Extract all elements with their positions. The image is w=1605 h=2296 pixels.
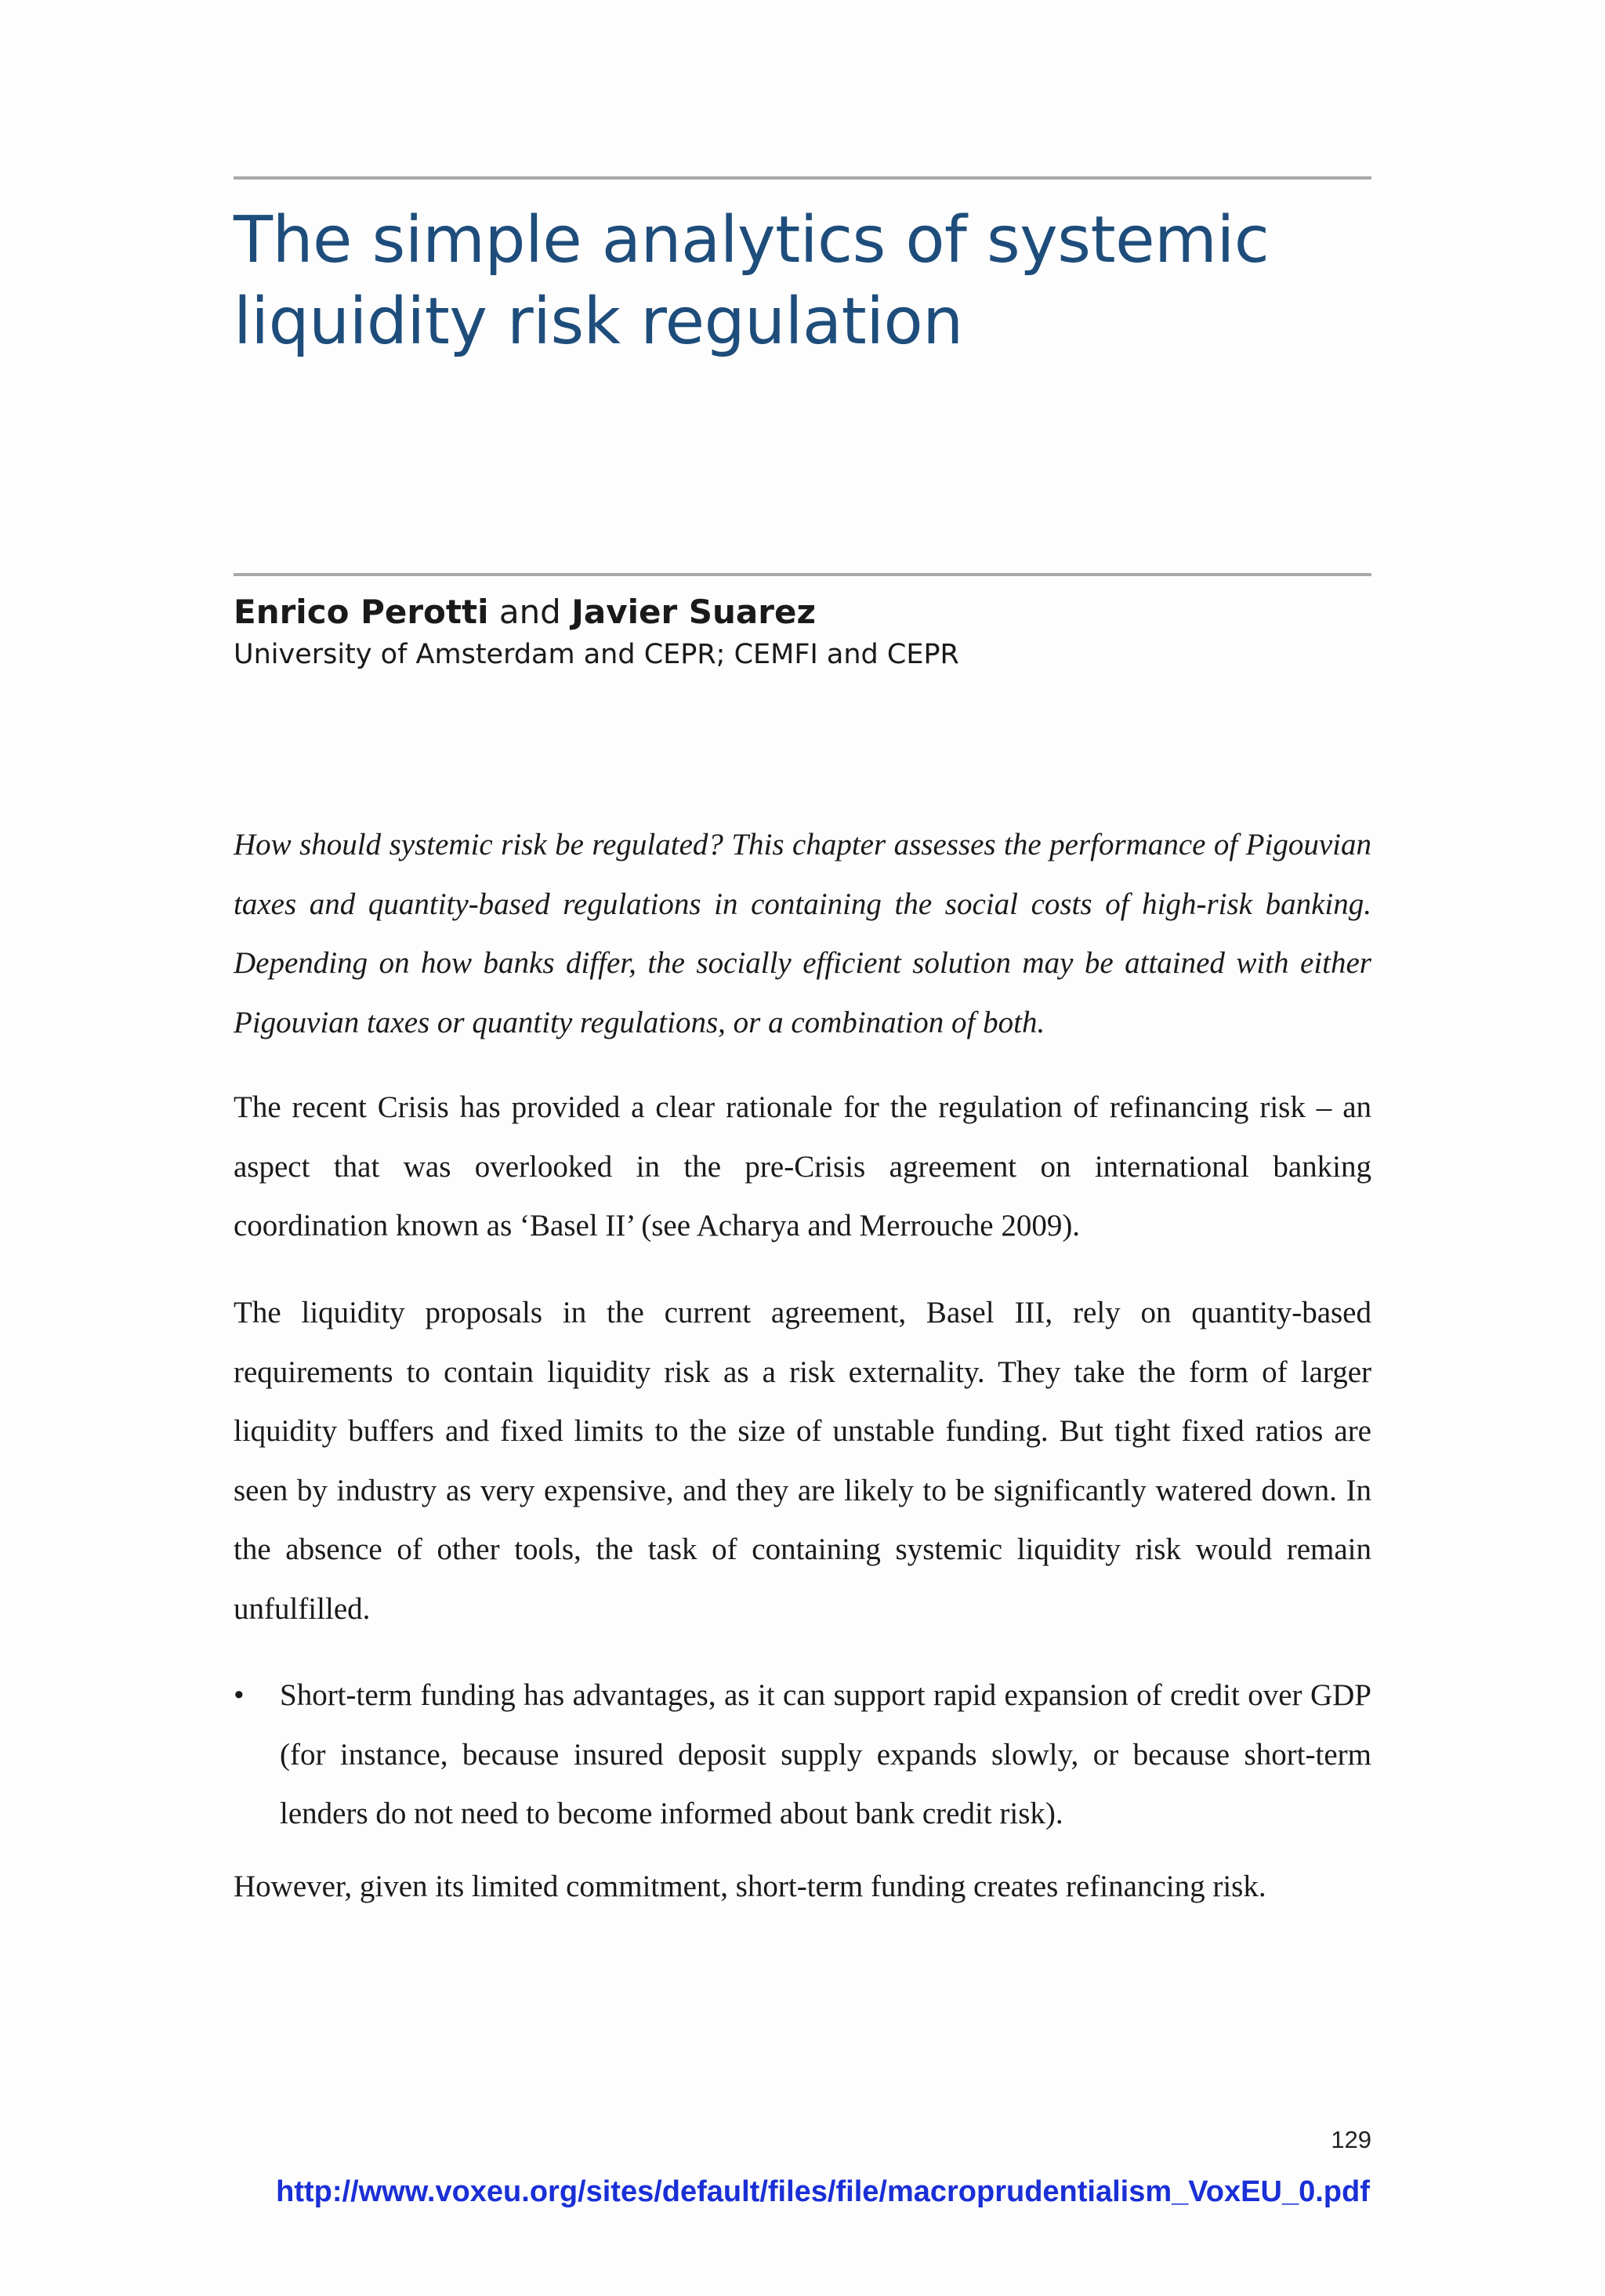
bullet-marker: •	[234, 1678, 245, 1712]
chapter-title-line-2: liquidity risk regulation	[234, 285, 963, 359]
author-affiliation: University of Amsterdam and CEPR; CEMFI and CEPR	[234, 639, 959, 670]
body-paragraph-1: The recent Crisis has provided a clear rationale for the regulation of refinancing risk – an aspect that was overlooked in the pre-Crisis agreement on international banking coordination known as ‘Basel II’ (see Acharya and Merrouche 2009).	[234, 1090, 1371, 1242]
body-paragraph-2: The liquidity proposals in the current agreement, Basel III, rely on quantity-based requirements to contain liquidity risk as a risk externality. They take the form of larger liquidity buffers and fixed limits to the size of unstable funding. But tight fixed ratios are seen by industry as very expensive, and they are likely to be significantly watered down. In the absence of other tools, the task of containing systemic liquidity risk would remain unfulfilled.	[234, 1296, 1371, 1626]
chapter-title	[234, 200, 1378, 363]
author-block	[234, 589, 1378, 674]
page-number: 129	[1331, 2126, 1371, 2153]
author-name-1: Enrico Perotti	[234, 593, 489, 631]
body-paragraph-3: However, given its limited commitment, short-term funding creates refinancing risk.	[234, 1870, 1266, 1903]
abstract-paragraph: How should systemic risk be regulated? This chapter assesses the performance of Pigouvian taxes and quantity-based regulations in containing the social costs of high-risk banking. Depending on how banks differ, the socially efficient solution may be attained with either Pigouvian taxes or quantity regulations, or a combination of both.	[234, 828, 1371, 1039]
bullet-item	[234, 1666, 1371, 1844]
author-divider	[234, 573, 1371, 576]
chapter-title-line-1: The simple analytics of systemic	[234, 203, 1270, 277]
bullet-text: Short-term funding has advantages, as it can support rapid expansion of credit over GDP (for instance, because insured deposit supply expands slowly, or because short-term lenders do not need to become informed about bank credit risk).	[280, 1678, 1371, 1830]
top-divider	[234, 176, 1371, 180]
author-names	[234, 589, 1378, 635]
author-conjunction: and	[498, 593, 561, 631]
author-name-2: Javier Suarez	[571, 593, 816, 631]
source-url-link[interactable]: http://www.voxeu.org/sites/default/files/file/macroprudentialism_VoxEU_0.pdf	[276, 2175, 1370, 2208]
